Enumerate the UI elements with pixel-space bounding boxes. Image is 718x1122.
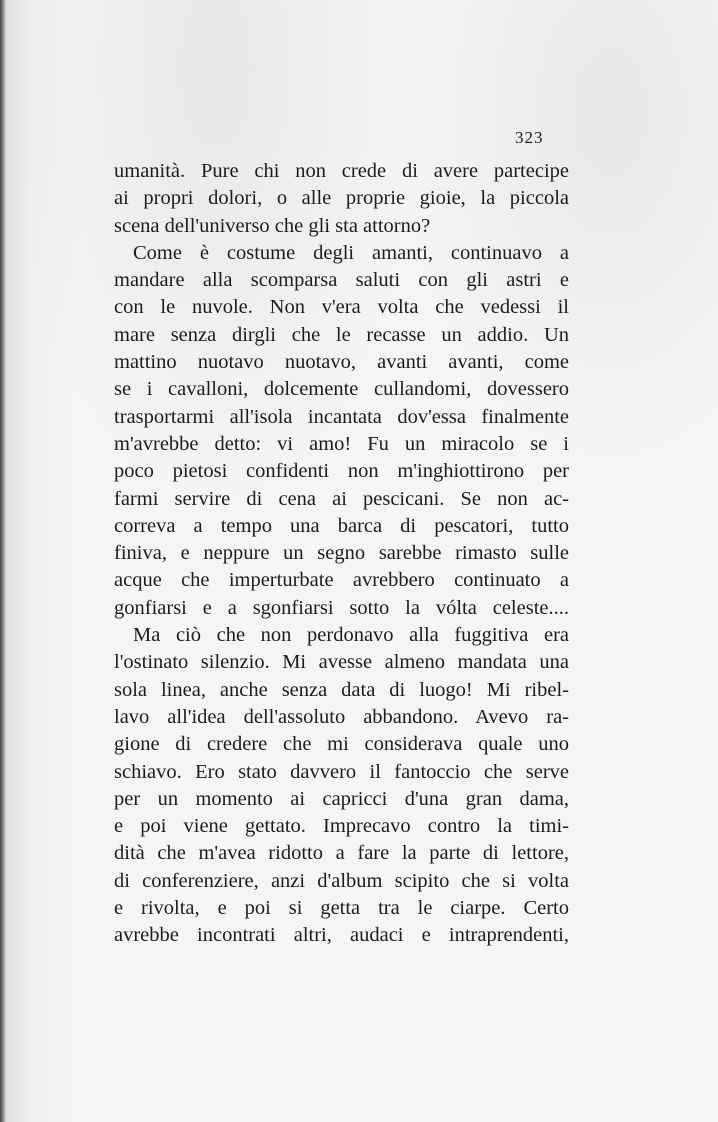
text-line: dità che m'avea ridotto a fare la parte di lettore, [114,842,569,865]
text-line: mandare alla scomparsa saluti con gli astri e [114,269,569,292]
binding-edge [0,0,6,1122]
text-line: sola linea, anche senza data di luogo! Mi ribel- [114,678,569,701]
text-line: Come è costume degli amanti, continuavo a [133,241,569,264]
text-line: per un momento ai capricci d'una gran dama, [114,787,569,810]
text-line: umanità. Pure chi non crede di avere partecipe [114,160,569,182]
text-line: m'avrebbe detto: vi amo! Fu un miracolo se i [114,432,569,455]
text-line: e poi viene gettato. Imprecavo contro la timi- [114,815,569,838]
text-line: avrebbe incontrati altri, audaci e intraprendenti, [114,924,569,947]
text-line: mattino nuotavo nuotavo, avanti avanti, come [114,351,569,374]
text-line: di conferenziere, anzi d'album scipito che si volta [114,869,569,892]
text-line: scena dell'universo che gli sta attorno? [114,214,431,237]
text-line: mare senza dirgli che le recasse un addio. Un [114,323,569,346]
page-number: 323 [515,128,544,147]
text-line: e rivolta, e poi si getta tra le ciarpe. Certo [114,897,569,920]
text-line: trasportarmi all'isola incantata dov'essa finalmente [114,405,569,428]
text-line: Ma ciò che non perdonavo alla fuggitiva era [133,624,569,647]
text-line: l'ostinato silenzio. Mi avesse almeno mandata una [114,651,569,674]
text-line: poco pietosi confidenti non m'inghiottirono per [114,460,569,483]
text-line: ai propri dolori, o alle proprie gioie, la piccola [114,187,569,210]
text-line: correva a tempo una barca di pescatori, tutto [114,514,569,537]
text-line: gonfiarsi e a sgonfiarsi sotto la vólta celeste.... [114,596,569,619]
text-line: finiva, e neppure un segno sarebbe rimasto sulle [114,542,569,565]
text-line: se i cavalloni, dolcemente cullandomi, dovessero [114,378,569,401]
text-line: con le nuvole. Non v'era volta che vedessi il [114,296,569,319]
body-text [114,158,569,950]
text-line: lavo all'idea dell'assoluto abbandono. Avevo ra- [114,705,569,728]
text-line: farmi servire di cena ai pescicani. Se non ac- [114,487,569,510]
text-line: gione di credere che mi considerava quale uno [114,733,569,756]
text-line: schiavo. Ero stato davvero il fantoccio che serve [114,760,569,783]
text-line: acque che imperturbate avrebbero continuato a [114,569,569,592]
